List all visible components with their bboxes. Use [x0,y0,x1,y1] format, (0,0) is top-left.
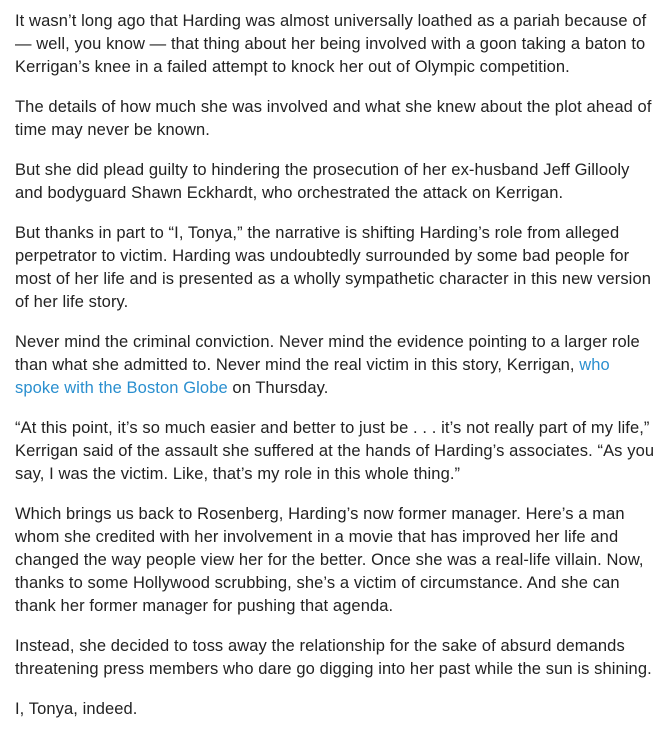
paragraph-6: “At this point, it’s so much easier and better to just be . . . it’s not really part of my life,” Kerrigan said of the assault she suffered at the hands of Harding’s associates. “As you say, I was the victim. Like, that’s my role in this whole thing.” [15,419,655,483]
paragraph-8: Instead, she decided to toss away the relationship for the sake of absurd demands threatening press members who dare go digging into her past while the sun is shining. [15,637,652,678]
paragraph-1: It wasn’t long ago that Harding was almost universally loathed as a pariah because of — well, you know — that thing about her being involved with a goon taking a baton to Kerrigan’s knee in a failed attempt to knock her out of Olympic competition. [15,12,647,76]
paragraph-5 [15,331,657,400]
boston-globe-link[interactable]: who spoke with the Boston Globe [15,356,610,397]
paragraph-2: The details of how much she was involved and what she knew about the plot ahead of time may never be known. [15,98,652,139]
paragraph-5-text-after: on Thursday. [227,379,329,397]
paragraph-9: I, Tonya, indeed. [15,700,138,718]
paragraph-5-text-before: Never mind the criminal conviction. Never mind the evidence pointing to a larger role than what she admitted to. Never mind the real victim in this story, Kerrigan, [15,333,640,374]
paragraph-7: Which brings us back to Rosenberg, Harding’s now former manager. Here’s a man whom she credited with her involvement in a movie that has improved her life and changed the way people view her for the better. Once she was a real-life villain. Now, thanks to some Hollywood scrubbing, she’s a victim of circumstance. And she can thank her former manager for pushing that agenda. [15,505,644,615]
paragraph-3: But she did plead guilty to hindering the prosecution of her ex-husband Jeff Gillooly and bodyguard Shawn Eckhardt, who orchestrated the attack on Kerrigan. [15,161,630,202]
paragraph-4: But thanks in part to “I, Tonya,” the narrative is shifting Harding’s role from alleged perpetrator to victim. Harding was undoubtedly surrounded by some bad people for most of her life and is presented as a wholly sympathetic character in this new version of her life story. [15,224,651,311]
